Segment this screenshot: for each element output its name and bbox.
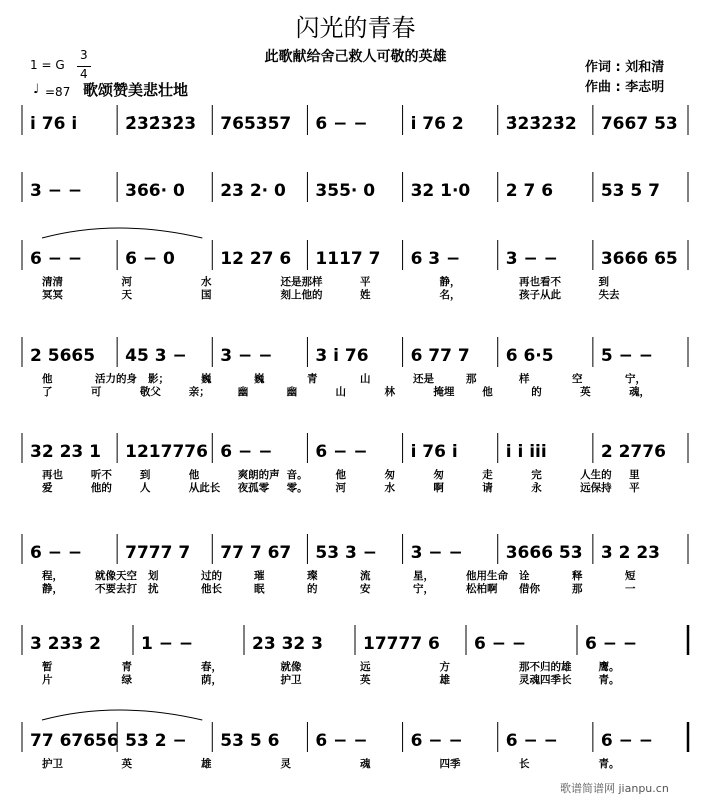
lyric-syllable: 程， [42,570,63,582]
lyric-syllable: 雄 [201,758,212,770]
measure-notes: 355· 0 [315,181,376,201]
measure-notes: 23 32 3 [252,634,323,654]
lyric-syllable: 匆 [433,469,444,481]
tempo-marking: =87 [45,85,71,99]
lyric-syllable: 敬父 [139,386,161,398]
measure-notes: 6 − − [585,634,638,654]
lyric-syllable: 宁， [413,583,434,595]
lyric-syllable: 他的 [90,482,112,494]
lyric-syllable: 幽 [237,386,249,398]
quarter-note-icon: ♩ [33,82,40,97]
measure-notes: 6 − − [474,634,527,654]
measure-notes: 1 − − [141,634,194,654]
lyric-syllable: 他用生命 [466,570,508,582]
lyric-syllable: 青 [121,661,132,673]
expression-marking: 歌颂赞美悲壮地 [83,81,189,99]
lyric-syllable: 那 [466,373,477,385]
lyric-syllable: 样 [519,373,530,385]
lyric-syllable: 片 [42,674,53,686]
lyric-syllable: 平 [629,482,640,494]
lyric-syllable: 过的 [201,570,222,582]
lyric-syllable: 啊 [433,482,444,494]
lyric-syllable: 远保持 [580,482,612,494]
lyric-syllable: 了 [42,386,53,398]
measure-notes: 765357 [220,114,292,134]
measure-notes: 7777 7 [125,543,191,563]
lyric-syllable: 灵 [280,758,291,770]
lyric-syllable: 再也 [42,469,63,481]
lyric-syllable: 灵魂四季长 [519,674,572,686]
measure-notes: i 76 i [410,442,458,462]
lyric-syllable: 四季 [439,758,461,770]
lyric-syllable: 还是 [413,373,434,385]
lyric-syllable: 请 [482,482,493,494]
lyricist-credit: 作词 : 刘和清 [585,60,665,75]
lyric-syllable: 活力的身 [95,373,137,385]
composer-credit: 作曲 : 李志明 [585,80,665,95]
lyric-syllable: 璨 [307,570,318,582]
lyric-syllable: 水 [384,482,395,494]
measure-notes: 6 − − [315,114,368,134]
lyric-syllable: 人 [139,482,151,494]
lyric-syllable: 从此长 [188,482,221,494]
lyric-syllable: 眠 [254,583,265,595]
lyric-syllable: 刻上他的 [280,289,323,301]
measure-notes: 53 5 6 [220,731,280,751]
lyric-syllable: 山 [335,386,347,398]
lyric-syllable: 林 [384,386,395,398]
measure-notes: 6 − − [600,731,654,751]
measure-notes: 53 2 − [125,731,187,751]
lyric-syllable: 鹰。 [598,661,620,673]
measure-notes: 3 − − [220,346,273,366]
lyric-syllable: 国 [201,289,212,301]
lyric-syllable: 英 [121,758,132,770]
lyric-syllable: 幽 [286,386,298,398]
lyric-syllable: 扰 [148,583,159,595]
lyric-syllable: 他 [188,469,200,481]
measure-notes: 1217776 [125,442,208,462]
lyric-syllable: 青。 [598,674,620,686]
lyric-syllable: 孩子从此 [519,289,561,301]
page-title: 闪光的青春 [295,14,416,42]
lyric-syllable: 他 [335,469,347,481]
measure-notes: 53 3 − [315,543,378,563]
slur [42,710,202,720]
measure-notes: 5 − − [600,346,654,366]
slur [42,228,202,238]
lyric-syllable: 护卫 [42,758,63,770]
measure-notes: 3 − − [505,249,558,269]
measure-notes: 77 7 67 [220,543,292,563]
lyric-syllable: 天 [121,289,132,301]
measure-notes: 3666 65 [600,249,678,269]
lyric-syllable: 方 [439,661,450,673]
lyric-syllable: 山 [360,373,371,385]
measure-notes: 45 3 − [125,346,187,366]
lyric-syllable: 他长 [201,583,222,595]
lyric-syllable: 可 [90,386,102,398]
measure-notes: 17777 6 [363,634,440,654]
lyric-syllable: 匆 [384,469,395,481]
lyric-syllable: 就像 [280,661,302,673]
lyric-syllable: 平 [360,276,371,288]
lyric-syllable: 英 [360,674,371,686]
measure-notes: 6 − − [220,442,273,462]
watermark: 歌谱简谱网 jianpu.cn [560,782,669,795]
lyric-syllable: 他 [482,386,493,398]
key-signature: 1 = G [30,58,65,72]
lyric-syllable: 他 [42,373,53,385]
measure-notes: i i iii [505,442,547,462]
lyric-syllable: 远 [360,661,371,673]
measure-notes: 6 3 − [410,249,461,269]
measure-notes: 3 2 23 [600,543,661,563]
measure-notes: 366· 0 [125,181,185,201]
lyric-syllable: 安 [360,583,371,595]
measure-notes: 2̇32̇32̇3 [125,114,197,134]
lyric-syllable: 青 [307,373,318,385]
measure-notes: 3 i 76 [315,346,369,366]
lyric-syllable: 里 [629,469,640,481]
lyric-syllable: 那 [572,583,583,595]
lyric-syllable: 英 [580,386,591,398]
measure-notes: 3666 53 [505,543,583,563]
lyric-syllable: 人生的 [580,469,612,481]
lyric-syllable: 巍 [254,373,265,385]
lyric-syllable: 一 [625,583,636,595]
lyric-syllable: 青。 [598,758,620,770]
lyric-syllable: 短 [625,570,636,582]
subtitle: 此歌献给舍己救人可敬的英雄 [264,49,447,65]
lyric-syllable: 魂 [360,758,371,770]
lyric-syllable: 永 [531,482,542,494]
lyric-syllable: 河 [335,482,347,494]
lyric-syllable: 河 [121,276,132,288]
measure-notes: 6 − − [30,543,83,563]
lyric-syllable: 绿 [121,674,132,686]
measure-notes: 2 2776 [600,442,666,462]
lyric-syllable: 水 [201,276,212,288]
measure-notes: 6 − − [30,249,83,269]
lyric-syllable: 听不 [90,469,112,481]
lyric-syllable: 长 [519,758,530,770]
lyric-syllable: 静， [42,583,63,595]
lyric-syllable: 再也看不 [519,276,561,288]
lyric-syllable: 荫， [201,674,222,686]
measure-notes: 2 5665 [30,346,96,366]
lyric-syllable: 魂， [629,386,651,398]
lyric-syllable: 零。 [286,482,308,494]
lyric-syllable: 的 [531,386,542,398]
lyric-syllable: 巍 [201,373,212,385]
measure-notes: 32 1·0 [410,181,471,201]
measure-notes: 3 − − [30,181,83,201]
lyric-syllable: 璀 [254,570,265,582]
measure-notes: i 76 2 [410,114,464,134]
lyric-syllable: 音。 [286,469,308,481]
lyric-syllable: 诠 [519,570,530,582]
lyric-syllable: 到 [598,276,609,288]
lyric-syllable: 还是那样 [280,276,323,288]
measure-notes: 53 5 7 [600,181,661,201]
lyric-syllable: 静， [439,276,461,288]
lyric-syllable: 完 [531,469,542,481]
measure-notes: 77 67656 [30,731,119,751]
measure-notes: 6 − − [315,442,368,462]
measure-notes: 7667 53 [600,114,678,134]
lyric-syllable: 冥冥 [42,289,63,301]
measure-notes: 6 77 7 [410,346,470,366]
lyric-syllable: 影； [148,373,169,385]
lyric-syllable: 姓 [360,289,371,301]
lyric-syllable: 星， [413,570,434,582]
measure-notes: i 76 i [30,114,78,134]
lyric-syllable: 雄 [439,674,450,686]
measure-notes: 23 2· 0 [220,181,286,201]
measure-notes: 3̇23̇23̇2 [505,114,577,134]
lyric-syllable: 清清 [42,276,63,288]
lyric-syllable: 释 [572,570,583,582]
measure-notes: 32 23 1 [30,442,101,462]
lyric-syllable: 不要去打 [95,583,137,595]
measure-notes: 6 6·5 [505,346,554,366]
lyric-syllable: 就像天空 [95,570,137,582]
measure-notes: 6 − 0 [125,249,175,269]
lyric-syllable: 春， [201,661,222,673]
measure-notes: 6 − − [315,731,368,751]
lyric-syllable: 宁， [625,373,646,385]
lyric-syllable: 流 [360,570,371,582]
measure-notes: 3 − − [410,543,463,563]
lyric-syllable: 失去 [598,289,620,301]
lyric-syllable: 夜孤零 [237,482,270,494]
lyric-syllable: 暂 [42,661,53,673]
lyric-syllable: 的 [307,583,318,595]
measure-notes: 3 233 2 [30,634,101,654]
measure-notes: 12 27 6 [220,249,292,269]
time-signature-bottom: 4 [80,67,88,81]
lyric-syllable: 划 [148,570,159,582]
lyric-syllable: 护卫 [280,674,302,686]
lyric-syllable: 爱 [42,482,53,494]
lyric-syllable: 到 [139,469,151,481]
lyric-syllable: 那不归的雄 [519,661,572,673]
measure-notes: 6 − − [410,731,463,751]
lyric-syllable: 松柏啊 [466,583,498,595]
measure-notes: 2 7 6 [505,181,554,201]
measure-notes: 1117 7 [315,249,381,269]
lyric-syllable: 走 [482,469,493,481]
lyric-syllable: 爽朗的声 [237,469,280,481]
lyric-syllable: 亲； [188,386,210,398]
lyric-syllable: 名， [439,289,461,301]
lyric-syllable: 空 [572,373,583,385]
lyric-syllable: 掩埋 [433,386,455,398]
time-signature-top: 3 [80,48,88,62]
measure-notes: 6 − − [505,731,558,751]
lyric-syllable: 借你 [519,583,540,595]
